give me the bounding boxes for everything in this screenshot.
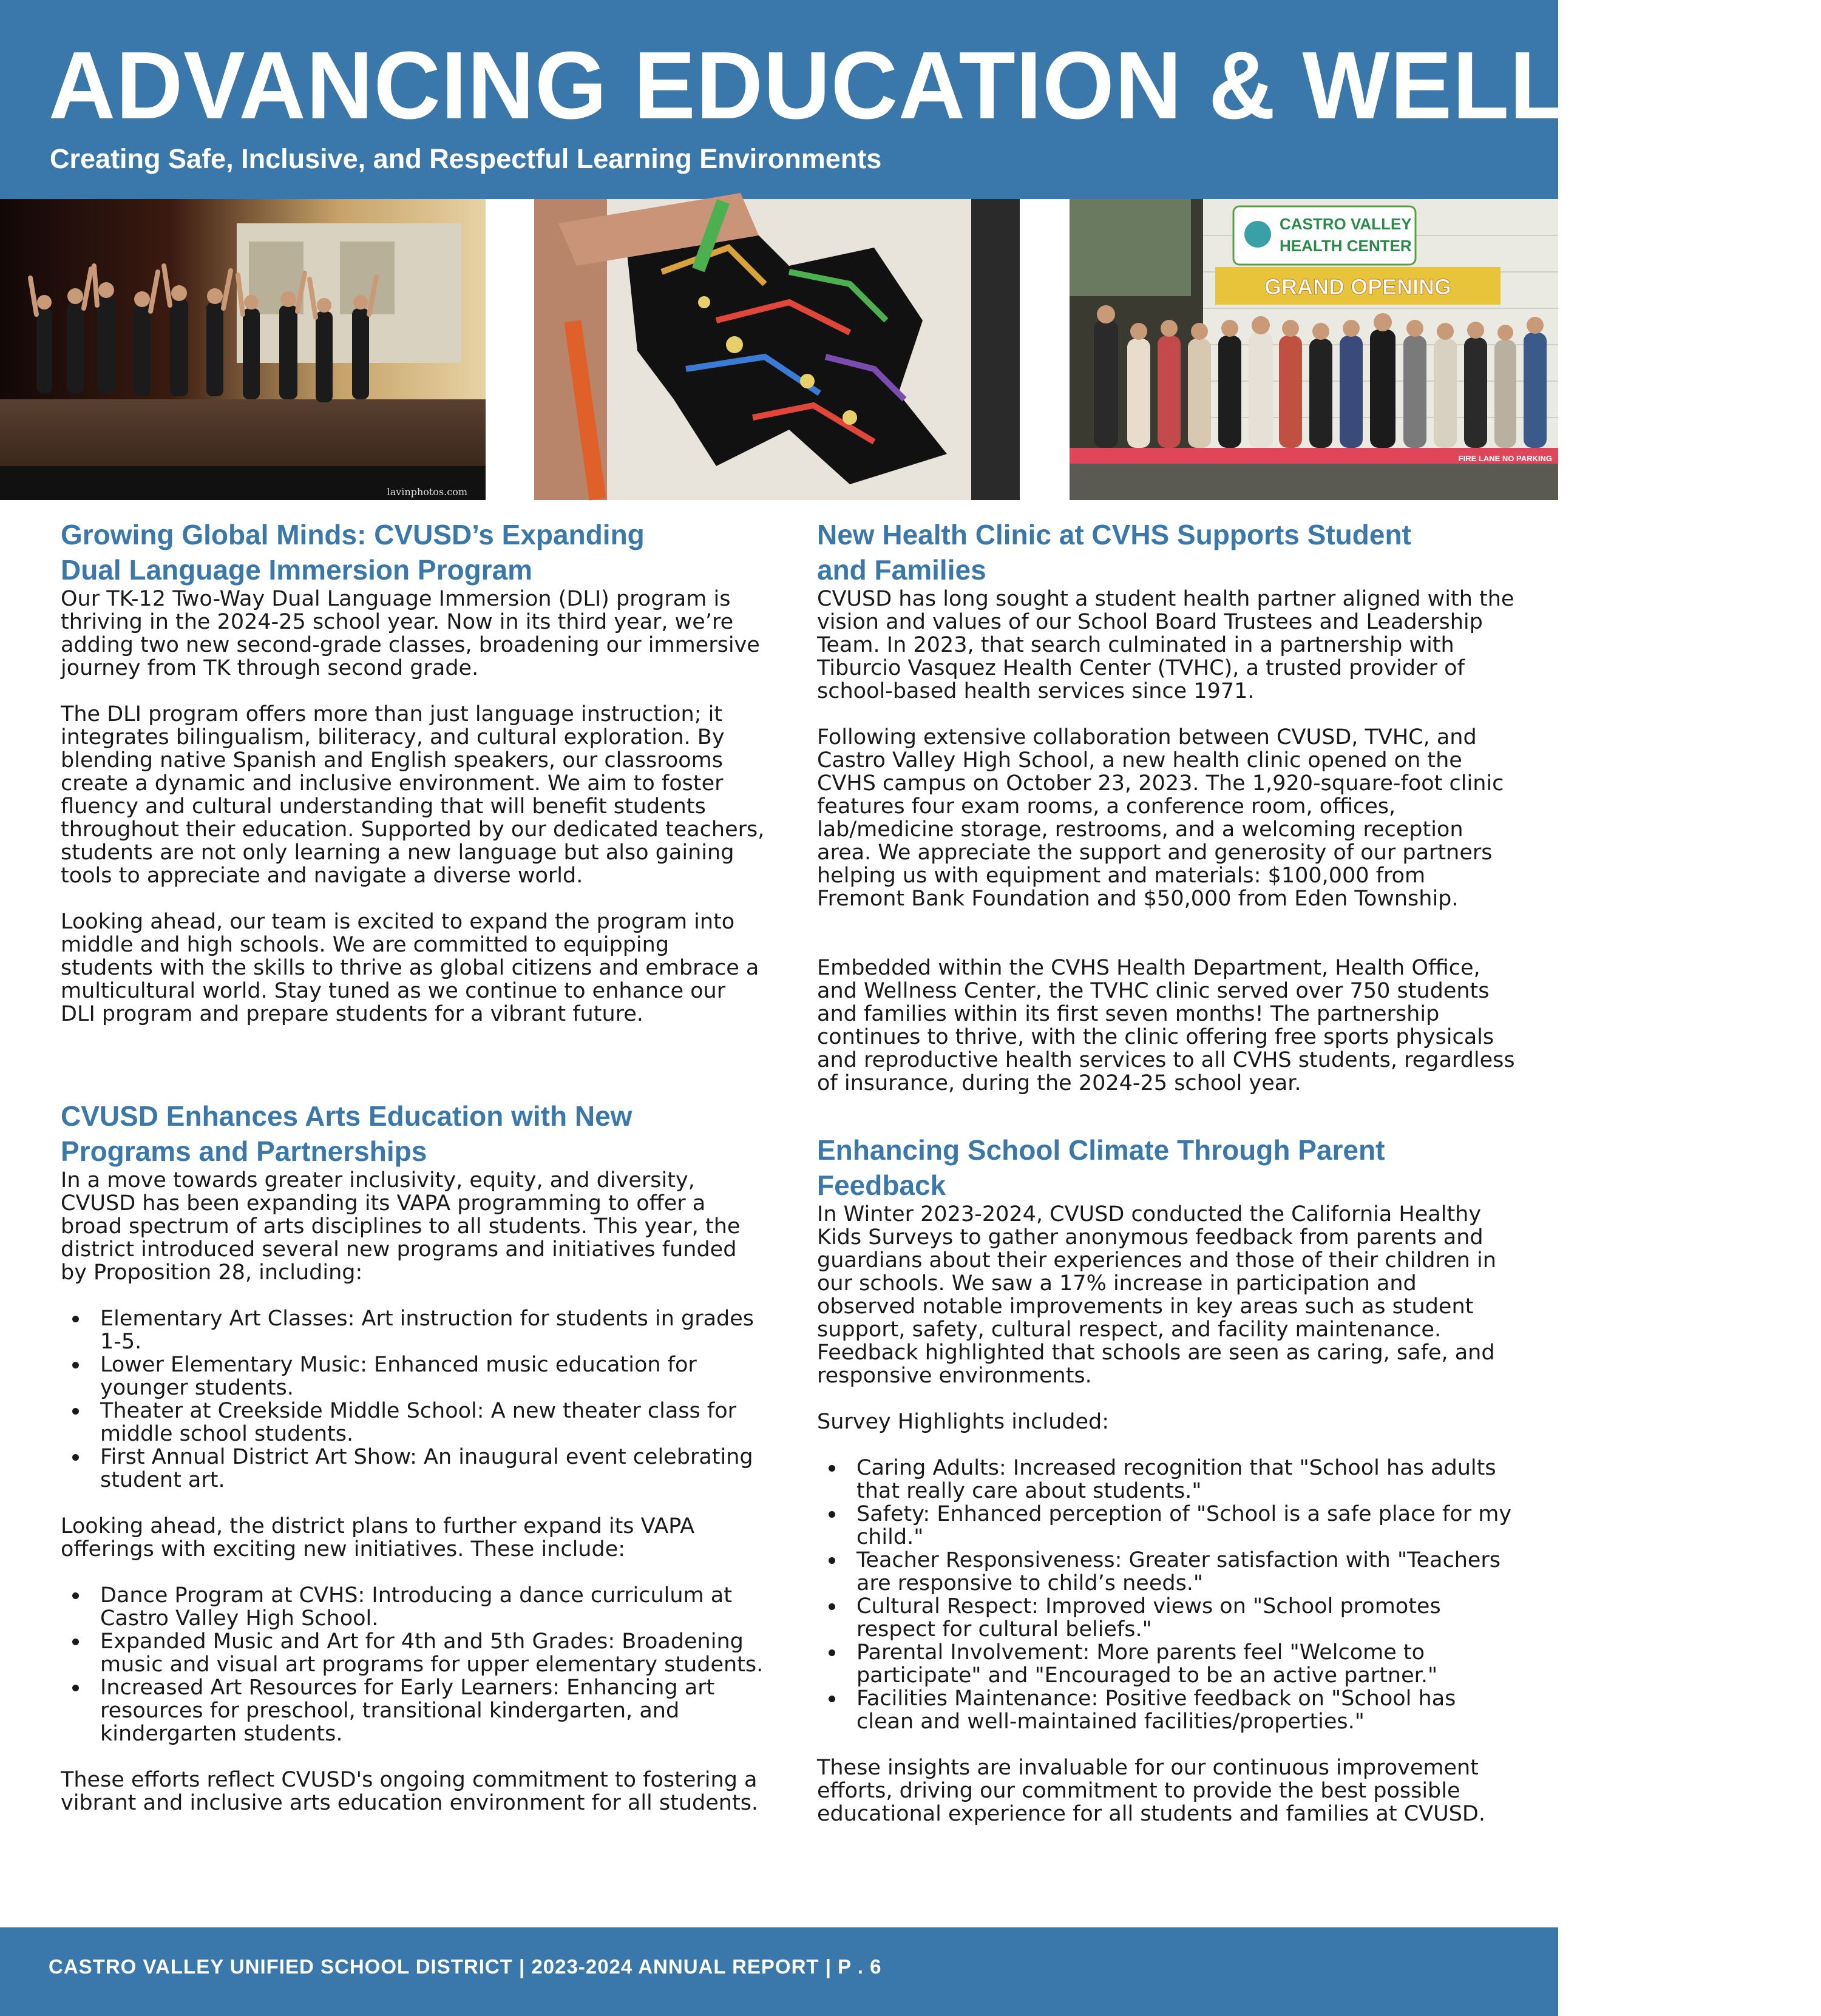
list-item: Caring Adults: Increased recognition that "School has adults that really care about students." [856,1456,1515,1503]
left-column [61,517,765,1815]
list-item: Cultural Respect: Improved views on "School promotes respect for cultural beliefs." [856,1595,1515,1641]
clinic-paragraph-3: Embedded within the CVHS Health Department, Health Office, and Wellness Center, the TVHC clinic served over 750 students and families within its first seven months! The partnership continues to thrive, with the clinic offering free sports physicals and reproductive health services to all CVHS students, regardless of insurance, during the 2024-25 school year. [817,956,1515,1095]
arts-paragraph-1: In a move towards greater inclusivity, equity, and diversity, CVUSD has been expanding its VAPA programming to offer a broad spectrum of arts disciplines to all students. This year, the district introduced several new programs and initiatives funded by Proposition 28, including: [61,1168,741,1285]
list-item: Expanded Music and Art for 4th and 5th Grades: Broadening music and visual art programs for upper elementary students. [100,1630,765,1676]
clinic-section [817,517,1515,1095]
arts-title-line1: CVUSD Enhances Arts Education with New [61,1100,632,1132]
clinic-title-line2: and Families [817,554,986,586]
student-art-photo [534,199,1020,500]
dli-paragraph-2: The DLI program offers more than just language instruction; it integrates bilingualism, biliteracy, and cultural exploration. By blending native Spanish and English speakers, our classrooms create a dynamic and inclusive environment. We aim to foster fluency and cultural understanding that will benefit students throughout their education. Supported by our dedicated teachers, students are not only learning a new language but also gaining tools to appreciate and navigate a diverse world. [61,702,765,888]
dli-title-line1: Growing Global Minds: CVUSD’s Expanding [61,519,645,550]
list-item: Teacher Responsiveness: Greater satisfaction with "Teachers are responsive to child’s needs." [856,1549,1515,1595]
photo-watermark: lavinphotos.com [387,486,467,498]
page-footer [0,1927,1558,2016]
page-title: ADVANCING EDUCATION & WELLNESS [49,32,1821,139]
climate-title-line2: Feedback [817,1169,946,1201]
climate-paragraph-1: In Winter 2023-2024, CVUSD conducted the California Healthy Kids Surveys to gather anonymous feedback from parents and guardians about their experiences and those of their children in our schools. We saw a 17% increase in participation and observed notable improvements in key areas such as student support, safety, cultural respect, and facility maintenance. Feedback highlighted that schools are seen as caring, safe, and responsive environments. [817,1202,1496,1388]
list-item: Dance Program at CVHS: Introducing a dance curriculum at Castro Valley High School. [100,1584,765,1630]
clinic-sign-line1: CASTRO VALLEY [1280,215,1412,233]
climate-paragraph-3: These insights are invaluable for our continuous improvement efforts, driving our commitment to provide the best possible educational experience for all students and families at CVUSD. [817,1756,1485,1826]
dli-paragraph-1: Our TK-12 Two-Way Dual Language Immersion (DLI) program is thriving in the 2024-25 school year. Now in its third year, we’re adding two new second-grade classes, broadening our immersive journey from TK through second grade. [61,587,760,680]
clinic-title-line1: New Health Clinic at CVHS Supports Student [817,519,1411,550]
dli-paragraph-3: Looking ahead, our team is excited to expand the program into middle and high schools. We are committed to equipping students with the skills to thrive as global citizens and embrace a multicultural world. Stay tuned as we continue to enhance our DLI program and prepare students for a vibrant future. [61,910,759,1026]
page-header [0,0,1821,199]
list-item: Safety: Enhanced perception of "School is a safe place for my child." [856,1503,1515,1549]
footer-text: CASTRO VALLEY UNIFIED SCHOOL DISTRICT | 2023-2024 ANNUAL REPORT | P . 6 [49,1955,882,1978]
health-center-photo [1070,199,1558,500]
list-item: Facilities Maintenance: Positive feedback on "School has clean and well-maintained facilities/properties." [856,1687,1515,1733]
climate-section [817,1132,1515,1825]
dli-section [61,517,765,1026]
fire-lane-curb: FIRE LANE NO PARKING [1458,454,1552,463]
arts-paragraph-3: These efforts reflect CVUSD's ongoing commitment to fostering a vibrant and inclusive arts education environment for all students. [61,1768,759,1815]
clinic-paragraph-2: Following extensive collaboration between CVUSD, TVHC, and Castro Valley High School, a new health clinic opened on the CVHS campus on October 23, 2023. The 1,920-square-foot clinic features four exam rooms, a conference room, offices, lab/medicine storage, restrooms, and a welcoming reception area. We appreciate the support and generosity of our partners helping us with equipment and materials: $100,000 from Fremont Bank Foundation and $50,000 from Eden Township. [817,725,1504,911]
arts-title-line2: Programs and Partnerships [61,1135,427,1167]
survey-highlights-list [817,1456,1515,1733]
list-item: Increased Art Resources for Early Learners: Enhancing art resources for preschool, transitional kindergarten, and kindergarten students. [100,1676,765,1745]
dli-title-line2: Dual Language Immersion Program [61,554,533,586]
grand-opening-banner: GRAND OPENING [1264,274,1452,299]
list-item: First Annual District Art Show: An inaugural event celebrating student art. [100,1446,765,1492]
arts-new-programs-list [61,1307,765,1492]
clinic-sign-line2: HEALTH CENTER [1280,237,1412,255]
list-item: Lower Elementary Music: Enhanced music education for younger students. [100,1353,765,1399]
right-column [817,517,1515,1825]
survey-highlights-intro: Survey Highlights included: [817,1410,1110,1434]
theater-photo [0,199,486,500]
list-item: Elementary Art Classes: Art instruction for students in grades 1-5. [100,1307,765,1353]
climate-title-line1: Enhancing School Climate Through Parent [817,1134,1385,1166]
list-item: Theater at Creekside Middle School: A new theater class for middle school students. [100,1399,765,1446]
clinic-paragraph-1: CVUSD has long sought a student health partner aligned with the vision and values of our School Board Trustees and Leadership Team. In 2023, that search culminated in a partnership with Tiburcio Vasquez Health Center (TVHC), a trusted provider of school-based health services since 1971. [817,587,1514,703]
page-subtitle: Creating Safe, Inclusive, and Respectful Learning Environments [50,143,882,174]
arts-future-initiatives-list [61,1584,765,1745]
arts-section [61,1098,765,1815]
arts-paragraph-2: Looking ahead, the district plans to further expand its VAPA offerings with exciting new initiatives. These include: [61,1514,695,1561]
list-item: Parental Involvement: More parents feel "Welcome to participate" and "Encouraged to be an active partner." [856,1641,1515,1687]
